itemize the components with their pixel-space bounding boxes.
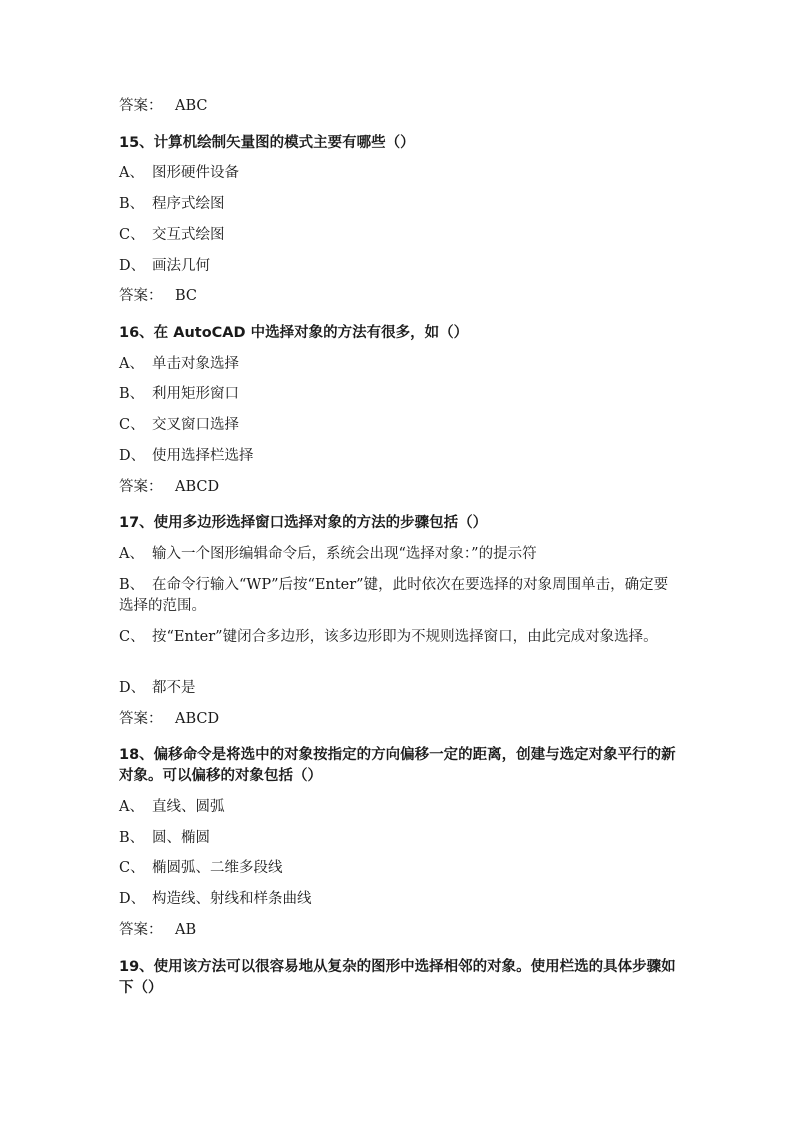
answer-value: ABC (175, 98, 208, 114)
option-key: B、 (119, 830, 145, 846)
answer-line (119, 286, 679, 307)
question-18: 18、偏移命令是将选中的对象按指定的方向偏移一定的距离，创建与选定对象平行的新对象。可以偏移的对象包括（） (119, 747, 676, 784)
answer-value: BC (175, 288, 198, 304)
question-17: 17、使用多边形选择窗口选择对象的方法的步骤包括（） (119, 515, 488, 531)
answer-value: ABCD (175, 711, 220, 727)
question-16: 16、在 AutoCAD 中选择对象的方法有很多，如（） (119, 325, 469, 341)
option-key: D、 (119, 448, 146, 464)
answer-line (119, 920, 679, 941)
option-line (119, 225, 679, 246)
question-19: 19、使用该方法可以很容易地从复杂的图形中选择相邻的对象。使用栏选的具体步骤如下（） (119, 959, 676, 996)
option-line (119, 627, 679, 648)
option-text: 图形硬件设备 (152, 165, 239, 181)
answer-label: 答案： (119, 288, 163, 304)
option-line (119, 256, 679, 277)
option-text: 按“Enter”键闭合多边形，该多边形即为不规则选择窗口，由此完成对象选择。 (152, 629, 658, 645)
option-text: 圆、椭圆 (152, 830, 210, 846)
option-key: B、 (119, 196, 145, 212)
option-text: 构造线、射线和样条曲线 (152, 891, 312, 907)
option-line (119, 194, 679, 215)
option-line (119, 354, 679, 375)
option-line (119, 797, 679, 818)
option-text: 利用矩形窗口 (152, 386, 239, 402)
option-line (119, 678, 679, 699)
option-line (119, 858, 679, 879)
option-key: C、 (119, 860, 145, 876)
answer-line (119, 709, 679, 730)
option-text: 直线、圆弧 (152, 799, 225, 815)
option-line (119, 544, 679, 565)
option-text: 画法几何 (152, 258, 210, 274)
option-key: D、 (119, 680, 146, 696)
option-line (119, 415, 679, 436)
option-text: 都不是 (152, 680, 196, 696)
option-key: C、 (119, 417, 145, 433)
option-line (119, 163, 679, 184)
option-text: 程序式绘图 (152, 196, 225, 212)
option-line (119, 446, 679, 467)
option-text: 交互式绘图 (152, 227, 225, 243)
option-key: D、 (119, 891, 146, 907)
option-text: 椭圆弧、二维多段线 (152, 860, 283, 876)
answer-line (119, 477, 679, 498)
question-15: 15、计算机绘制矢量图的模式主要有哪些（） (119, 135, 415, 151)
option-key: A、 (119, 165, 144, 181)
option-key: B、 (119, 386, 145, 402)
option-key: A、 (119, 546, 144, 562)
option-key: B、 (119, 577, 145, 593)
option-line (119, 384, 679, 405)
answer-label: 答案： (119, 479, 163, 495)
option-text: 使用选择栏选择 (152, 448, 254, 464)
option-text: 交叉窗口选择 (152, 417, 239, 433)
option-line (119, 889, 679, 910)
answer-line (119, 96, 679, 117)
answer-value: ABCD (175, 479, 220, 495)
option-key: A、 (119, 799, 144, 815)
option-line (119, 575, 679, 617)
option-key: C、 (119, 227, 145, 243)
answer-label: 答案： (119, 711, 163, 727)
option-text: 在命令行输入“WP”后按“Enter”键，此时依次在要选择的对象周围单击，确定要选择的范围。 (119, 577, 669, 614)
option-line (119, 828, 679, 849)
option-key: C、 (119, 629, 145, 645)
answer-label: 答案： (119, 98, 163, 114)
answer-value: AB (175, 922, 197, 938)
option-text: 输入一个图形编辑命令后，系统会出现“选择对象：”的提示符 (152, 546, 537, 562)
option-key: A、 (119, 356, 144, 372)
answer-label: 答案： (119, 922, 163, 938)
option-text: 单击对象选择 (152, 356, 239, 372)
option-key: D、 (119, 258, 146, 274)
